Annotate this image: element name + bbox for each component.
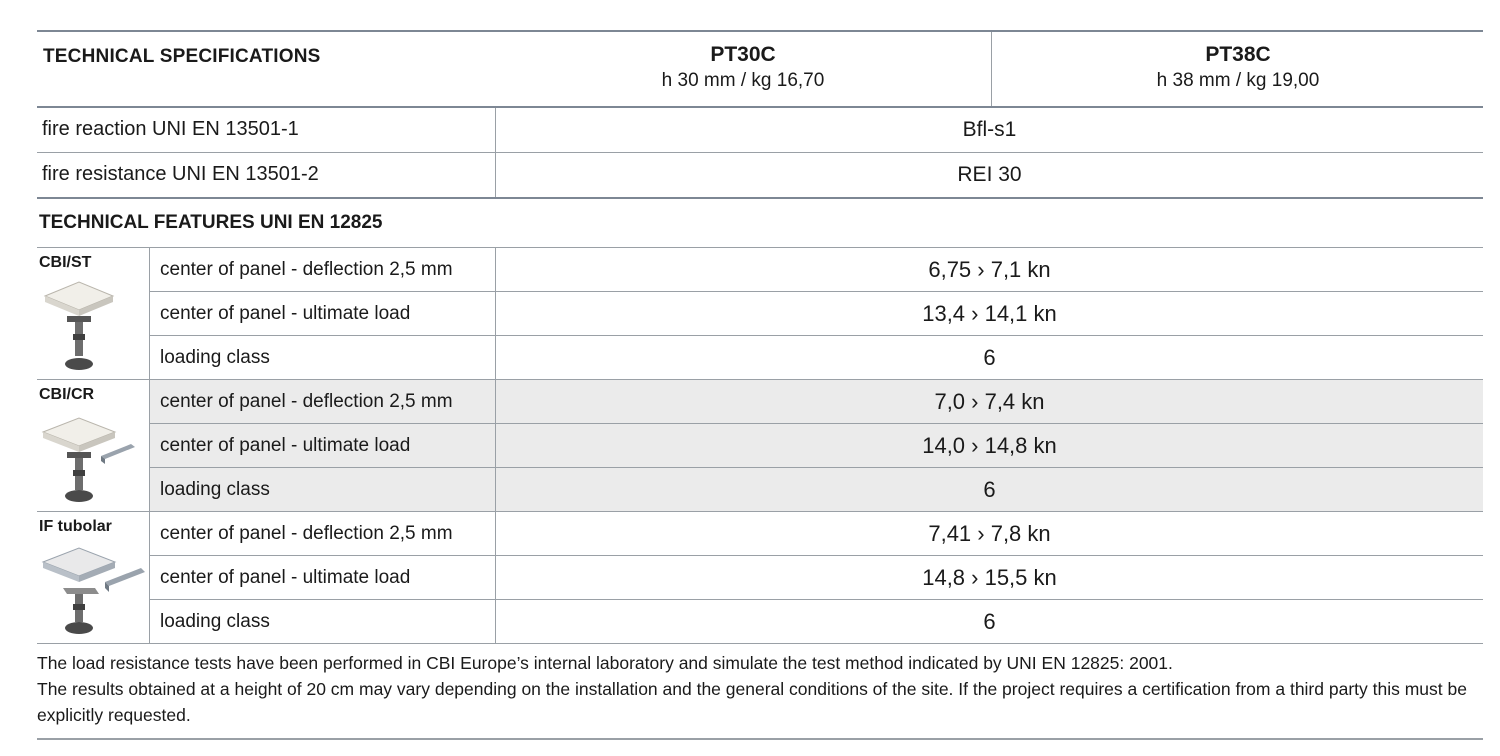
- spec-label: fire reaction UNI EN 13501-1: [42, 118, 299, 140]
- row-value: 14,0 › 14,8 kn: [922, 433, 1057, 458]
- table-row: [150, 380, 1483, 424]
- spec-value: REI 30: [495, 153, 1483, 197]
- spec-value: Bfl-s1: [495, 108, 1483, 152]
- table-row: [150, 424, 1483, 468]
- pedestal-tubular-icon: [39, 542, 149, 640]
- row-label: center of panel - ultimate load: [150, 424, 496, 467]
- row-value: 14,8 › 15,5 kn: [922, 565, 1057, 590]
- row-label: center of panel - ultimate load: [150, 556, 496, 599]
- row-value: 6: [983, 477, 996, 502]
- table-row: [150, 248, 1483, 292]
- group-rows: [150, 380, 1483, 511]
- feature-group-cbi-cr: [37, 380, 1483, 512]
- group-side: [37, 380, 150, 511]
- product-sub: h 38 mm / kg 19,00: [1156, 70, 1320, 91]
- footnote: The load resistance tests have been performed in CBI Europe’s internal laboratory and simulate the test method indicated by UNI EN 12825: 2001.: [37, 653, 1173, 673]
- table-row: [150, 556, 1483, 600]
- product-name: PT30C: [710, 43, 776, 66]
- row-value: 6: [983, 345, 996, 370]
- row-value: 6: [983, 609, 996, 634]
- table-row: [150, 292, 1483, 336]
- product-sub: h 30 mm / kg 16,70: [661, 70, 825, 91]
- pedestal-panel-icon: [39, 278, 119, 376]
- features-title: TECHNICAL FEATURES UNI EN 12825: [37, 199, 1483, 248]
- table-row: [150, 336, 1483, 379]
- spec-header: [37, 30, 1483, 108]
- group-name: CBI/CR: [39, 386, 95, 403]
- group-rows: [150, 512, 1483, 643]
- row-label: center of panel - ultimate load: [150, 292, 496, 335]
- spec-row-fire-resistance: [37, 153, 1483, 199]
- spec-row-fire-reaction: [37, 108, 1483, 153]
- spec-title: TECHNICAL SPECIFICATIONS: [43, 46, 321, 67]
- row-label: center of panel - deflection 2,5 mm: [150, 512, 496, 555]
- pedestal-stringer-icon: [39, 410, 139, 508]
- row-value: 6,75 › 7,1 kn: [928, 257, 1051, 282]
- feature-group-cbi-st: [37, 248, 1483, 380]
- group-name: IF tubolar: [39, 518, 112, 535]
- group-rows: [150, 248, 1483, 379]
- table-row: [150, 600, 1483, 643]
- row-value: 13,4 › 14,1 kn: [922, 301, 1057, 326]
- group-side: [37, 248, 150, 379]
- row-label: loading class: [150, 600, 496, 643]
- row-value: 7,41 › 7,8 kn: [928, 521, 1051, 546]
- group-side: [37, 512, 150, 643]
- row-value: 7,0 › 7,4 kn: [934, 389, 1045, 414]
- row-label: center of panel - deflection 2,5 mm: [150, 380, 496, 423]
- footnotes: [37, 650, 1483, 740]
- group-name: CBI/ST: [39, 254, 92, 271]
- product-column-pt30c: [495, 32, 991, 106]
- feature-group-if-tubolar: [37, 512, 1483, 644]
- row-label: loading class: [150, 468, 496, 511]
- product-name: PT38C: [1205, 43, 1271, 66]
- row-label: center of panel - deflection 2,5 mm: [150, 248, 496, 291]
- footnote: The results obtained at a height of 20 cm may vary depending on the installation and the general conditions of the site. If the project requires a certification from a third party this must be explicitly requested.: [37, 679, 1467, 725]
- row-label: loading class: [150, 336, 496, 379]
- product-column-pt38c: [991, 32, 1484, 106]
- spec-label: fire resistance UNI EN 13501-2: [42, 163, 319, 185]
- spec-sheet: [37, 30, 1483, 740]
- table-row: [150, 512, 1483, 556]
- table-row: [150, 468, 1483, 511]
